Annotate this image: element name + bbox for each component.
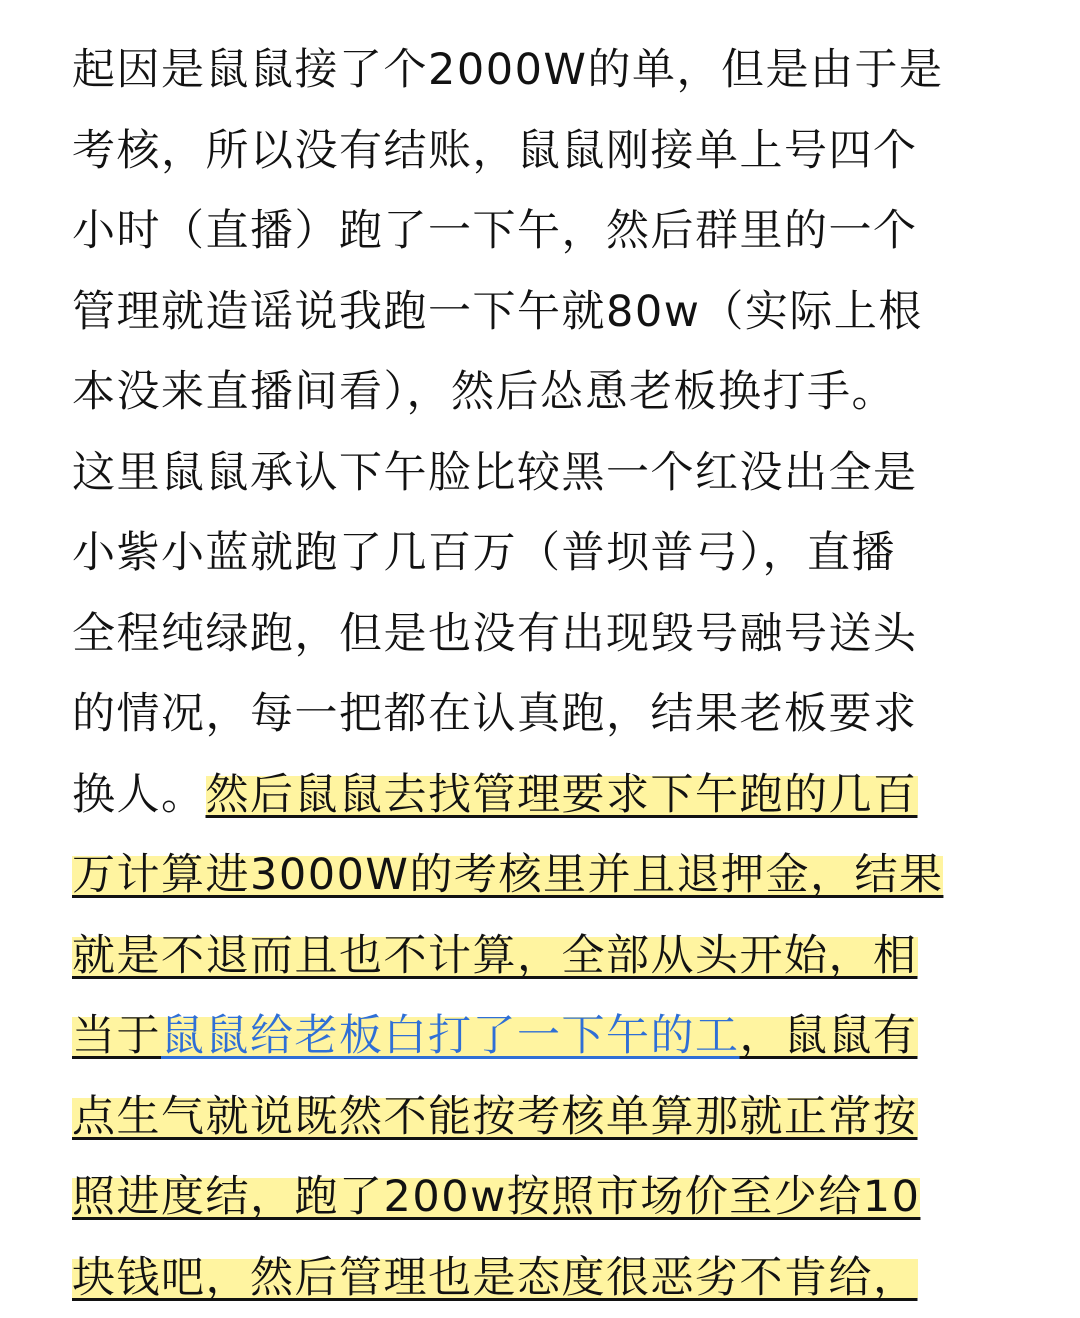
highlighted-text[interactable]: 照进度结，跑了200w按照市场价至少给10 bbox=[72, 1172, 920, 1222]
text-line-11 bbox=[72, 835, 1012, 916]
highlighted-text[interactable]: 块钱吧，然后管理也是态度很恶劣不肯给， bbox=[72, 1253, 918, 1303]
highlighted-text[interactable]: 万计算进3000W的考核里并且退押金，结果 bbox=[72, 850, 943, 900]
text-line-9 bbox=[72, 674, 1012, 755]
line-text: 考核，所以没有结账，鼠鼠刚接单上号四个 bbox=[72, 126, 918, 176]
text-line-8 bbox=[72, 594, 1012, 675]
line-text: 本没来直播间看），然后怂恿老板换打手。 bbox=[72, 367, 896, 417]
highlighted-text[interactable]: 然后鼠鼠去找管理要求下午跑的几百 bbox=[206, 770, 918, 820]
text-line-12 bbox=[72, 916, 1012, 997]
line-text: 全程纯绿跑，但是也没有出现毁号融号送头 bbox=[72, 609, 918, 659]
line-text: 起因是鼠鼠接了个2000W的单，但是由于是 bbox=[72, 45, 943, 95]
line-text: 管理就造谣说我跑一下午就80w（实际上根 bbox=[72, 287, 923, 337]
text-line-14 bbox=[72, 1077, 1012, 1158]
text-line-10 bbox=[72, 755, 1012, 836]
highlighted-text[interactable]: 点生气就说既然不能按考核单算那就正常按 bbox=[72, 1092, 918, 1142]
line-text: 小时（直播）跑了一下午，然后群里的一个 bbox=[72, 206, 918, 256]
line-text: 的情况，每一把都在认真跑，结果老板要求 bbox=[72, 689, 918, 739]
line-text: 这里鼠鼠承认下午脸比较黑一个红没出全是 bbox=[72, 448, 918, 498]
text-line-2 bbox=[72, 111, 1012, 192]
highlighted-text[interactable]: ，鼠鼠有 bbox=[740, 1011, 918, 1061]
article-body bbox=[72, 30, 1012, 1318]
text-line-5 bbox=[72, 352, 1012, 433]
text-line-1 bbox=[72, 30, 1012, 111]
text-line-7 bbox=[72, 513, 1012, 594]
text-line-6 bbox=[72, 433, 1012, 514]
line-text: 换人。 bbox=[72, 770, 206, 820]
text-line-4 bbox=[72, 272, 1012, 353]
line-text: 小紫小蓝就跑了几百万（普坝普弓），直播 bbox=[72, 528, 896, 578]
highlighted-text[interactable]: 当于 bbox=[72, 1011, 161, 1061]
inline-link[interactable]: 鼠鼠给老板白打了一下午的工 bbox=[161, 1011, 740, 1061]
text-line-15 bbox=[72, 1157, 1012, 1238]
highlighted-text[interactable]: 就是不退而且也不计算，全部从头开始，相 bbox=[72, 931, 918, 981]
text-line-13 bbox=[72, 996, 1012, 1077]
text-line-3 bbox=[72, 191, 1012, 272]
